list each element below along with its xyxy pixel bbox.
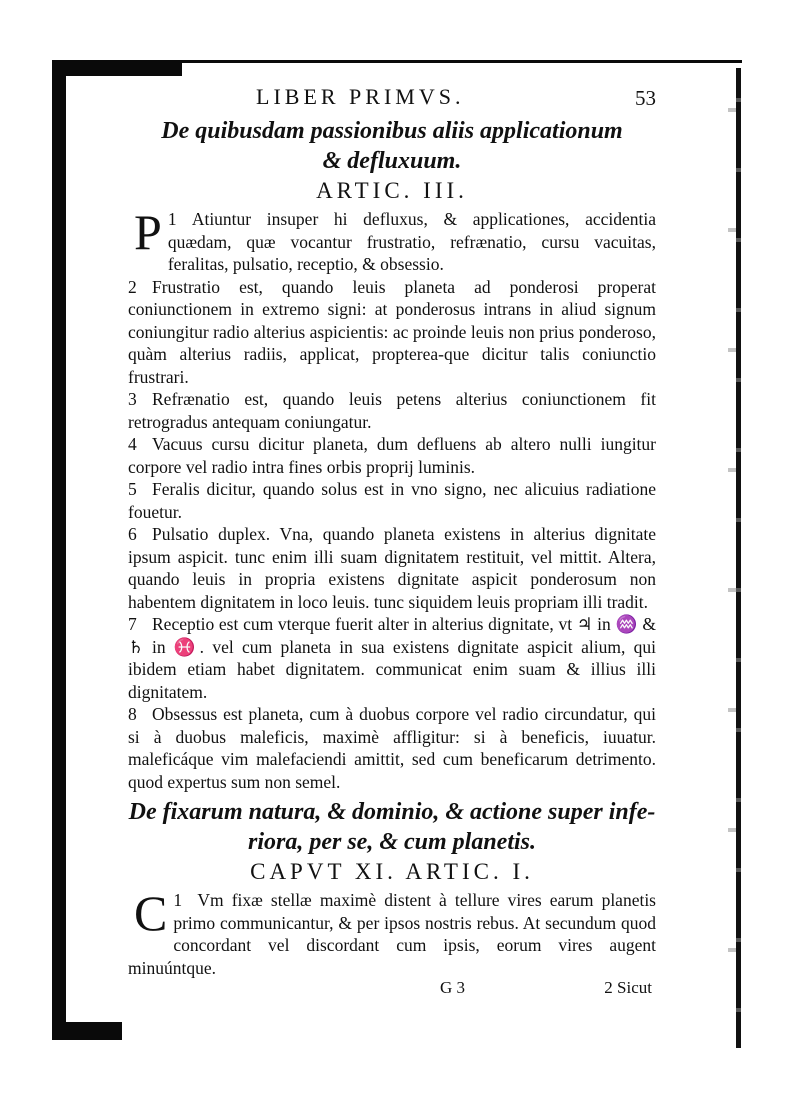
running-title: LIBER PRIMVS. [256,84,465,109]
signature-mark: G 3 [440,978,466,997]
paragraph-text: Feralis dicitur, quando solus est in vno signo, nec alicuius radiatione fouetur. [128,479,656,522]
paragraph-number: 6 [128,524,137,544]
paragraph-number: 1 [173,890,183,910]
paragraph-1 [128,204,656,276]
paragraph-number: 7 [128,614,137,634]
paragraph-number: 3 [128,389,137,409]
section-one [128,116,656,979]
paragraph-number: 8 [128,704,137,724]
paragraph-7 [128,613,656,703]
paragraph-3 [128,388,656,433]
page-shadow-left [52,60,66,1040]
paragraph-2 [128,276,656,389]
section-heading-line-1: De quibusdam passionibus aliis applicationum [161,118,623,144]
page-number: 53 [635,86,656,110]
paragraph-4 [128,433,656,478]
paragraph-number: 5 [128,479,137,499]
drop-cap: P [134,204,162,260]
paragraph-8 [128,703,656,793]
drop-cap: C [134,885,168,941]
chapter-article-heading: CAPVT XI. ARTIC. I. [250,859,534,884]
paragraph-number: 1 [167,209,177,229]
paragraph-text: Frustratio est, quando leuis planeta ad ponderosi properat coniunctionem in extremo signi: at ponderosus intrans in aliud signum coniungitur radio alterius aspicientis: ac proinde leuis non prius ponderoso, quàm alterius radiis, applicat, propterea-que dicitur talis coniunctio frustrari. [128,276,656,387]
paragraph-text: Refrænatio est, quando leuis petens alterius coniunctionem fit retrogradus antequam coniungatur. [128,389,656,432]
page-edge-right [736,68,741,1048]
paragraph-text: Vm fixæ stellæ maximè distent à tellure vires earum planetis primo communicantur, & per ipsos nostris rebus. At secundum quod concordant vel discordant cum ipsis, eorum vires augent minuúntque. [128,890,656,978]
page-footer [128,978,656,1002]
paragraph-text: Receptio est cum vterque fuerit alter in alterius dignitate, vt ♃ in ♒ & ♄ in ♓. vel cum planeta in sua existens dignitate aspicit alium, qui ibidem etiam habet dignitatem. communicat enim suam & illius illi dignitatem. [128,614,656,702]
page-edge-right-fade [728,68,736,1048]
paragraph-5 [128,478,656,523]
paragraph-number: 2 [128,276,137,297]
paragraph-number: 4 [128,434,137,454]
page-shadow-bottom [52,1022,122,1040]
article-heading: ARTIC. III. [316,178,468,203]
chapter-heading-line-1: De fixarum natura, & dominio, & actione super infe- [128,799,656,825]
paragraph-text: Pulsatio duplex. Vna, quando planeta existens in alterius dignitate ipsum aspicit. tunc enim illi suam dignitatem restituit, vel mittit. Altera, quando leuis in propria existens dignitate aspicit ponderosum non habentem dignitatem in loco leuis. tunc siquidem leuis propriam illi tradit. [128,524,656,612]
chapter-paragraph-1 [128,885,656,979]
chapter-heading-line-2: riora, per se, & cum planetis. [247,829,536,855]
page-shadow-top [52,60,742,76]
paragraph-6 [128,523,656,613]
catchword: 2 Sicut [604,978,652,997]
paragraph-text: Atiuntur insuper hi defluxus, & applicationes, accidentia quædam, quæ vocantur frustratio, refrænatio, cursu vacuitas, feralitas, pulsatio, receptio, & obsessio. [167,209,656,274]
running-head [128,84,656,112]
paragraph-text: Vacuus cursu dicitur planeta, dum defluens ab altero nulli iungitur corpore vel radio intra fines orbis proprij luminis. [128,434,656,477]
paragraph-text: Obsessus est planeta, cum à duobus corpore vel radio circundatur, qui si à duobus maleficis, maximè affligitur: si à beneficis, iuuatur. maleficáque vim malefaciendi amittit, sed cum beneficarum detrimento. quod expertus sum non semel. [128,704,656,792]
section-heading-line-2: & defluxuum. [322,148,462,174]
